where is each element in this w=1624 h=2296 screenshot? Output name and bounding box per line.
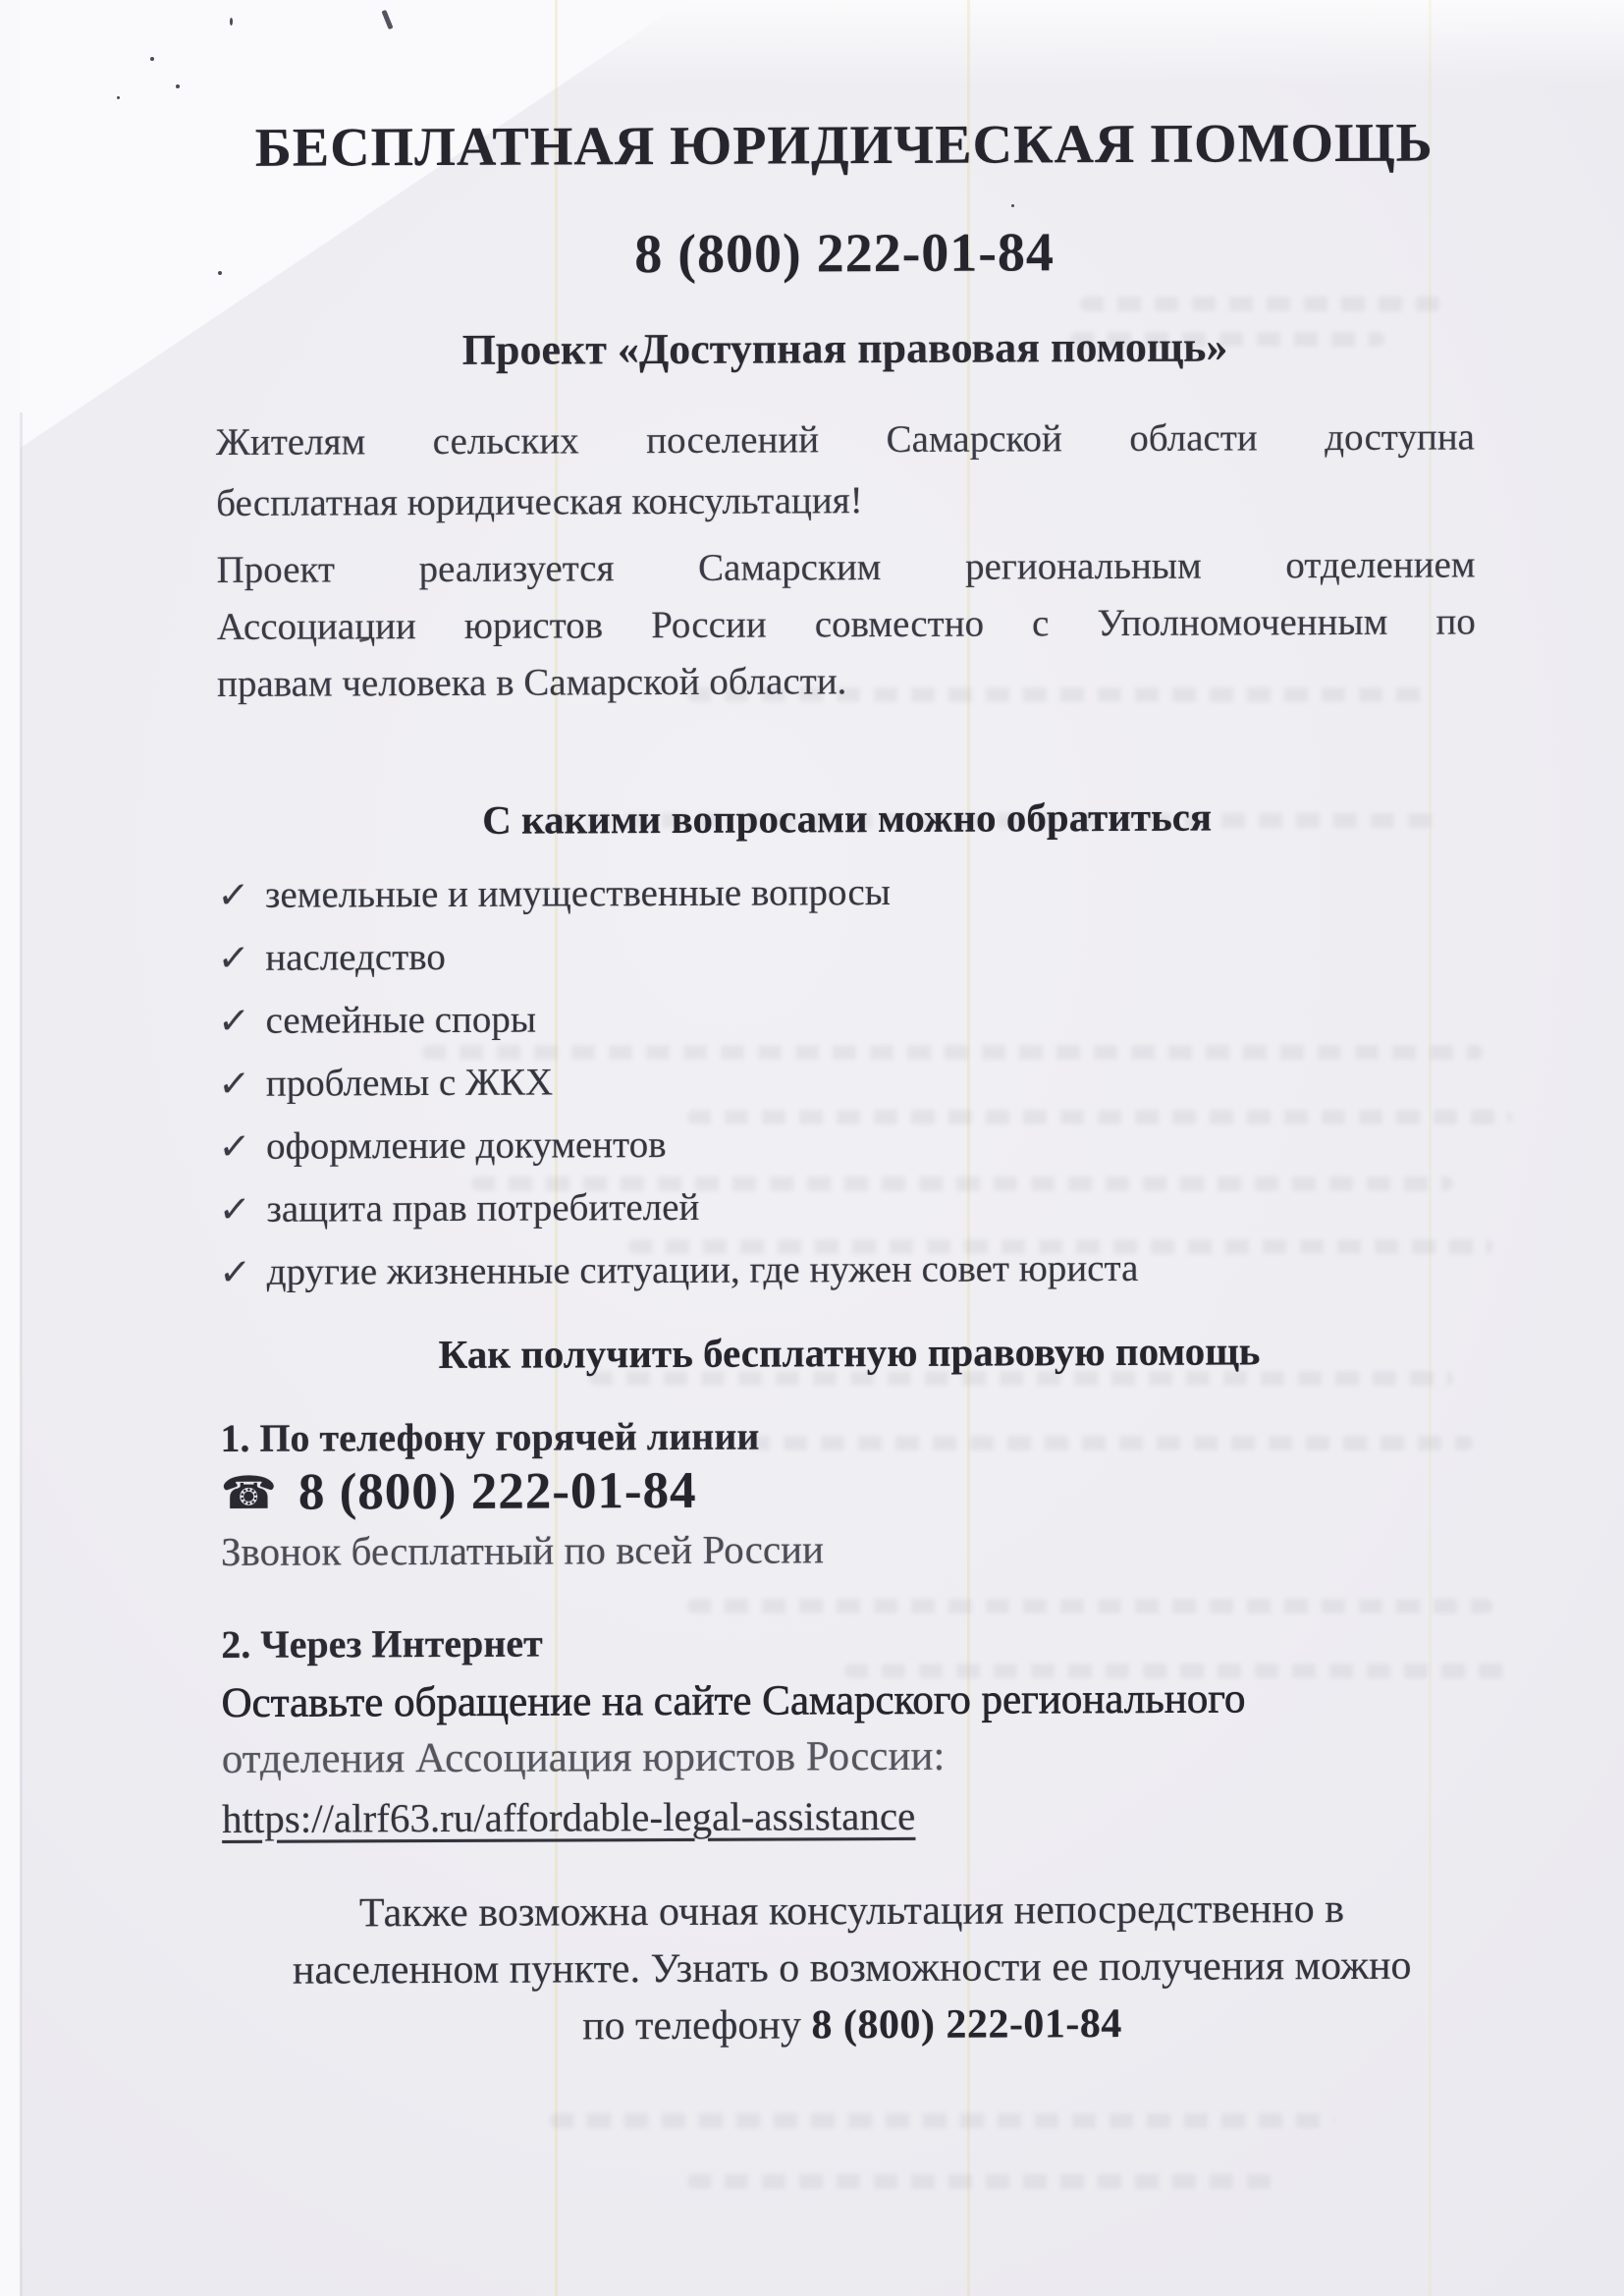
paragraph-line: Ассоциации юристов России совместно с Уполномоченным по [216,600,1476,648]
checkmark-icon: ✓ [216,1124,252,1168]
bleed-through-line [687,2174,1276,2189]
scan-left-edge [0,0,20,2296]
checklist-item-label: земельные и имущественные вопросы [264,871,892,916]
bleed-through-line [550,2113,1335,2128]
checklist-item-label: защита прав потребителей [266,1185,700,1230]
paragraph-line: бесплатная юридическая консультация! [216,479,863,524]
partners-paragraph [216,536,1476,713]
checkmark-icon: ✓ [216,1062,252,1105]
checklist-item [215,858,1477,927]
ink-speck [117,96,120,99]
paragraph-line: правам человека в Самарской области. [216,660,847,705]
step2-line2: отделения Ассоциация юристов России: [221,1732,946,1782]
step1-title: 1. По телефону горячей линии [220,1413,760,1460]
paragraph-line: Проект реализуется Самарским региональным отделением [216,543,1476,591]
checklist-item-label: оформление документов [266,1123,667,1168]
step2-title: 2. Через Интернет [221,1620,543,1667]
closing-phone: 8 (800) 222-01-84 [811,2000,1122,2049]
ink-speck [150,57,154,61]
checklist-item-label: наследство [265,935,446,979]
project-subtitle: Проект «Доступная правовая помощь» [461,322,1228,374]
checklist-item [216,1110,1478,1178]
checklist-item-label: проблемы с ЖКХ [265,1061,554,1105]
checkmark-icon: ✓ [217,1250,252,1293]
checkmark-icon: ✓ [217,1187,252,1230]
checklist-item-label: другие жизненные ситуации, где нужен совет юриста [266,1246,1139,1293]
ink-speck [176,84,180,88]
checkmark-icon: ✓ [216,999,251,1042]
phone-icon: ☎ [220,1465,278,1519]
questions-heading: С какими вопросами можно обратиться [482,793,1213,843]
flyer-title [214,88,1474,310]
flyer-title-line: БЕСПЛАТНАЯ ЮРИДИЧЕСКАЯ ПОМОЩЬ [254,112,1434,179]
checklist-item [218,921,1477,990]
hotline-phone-row [221,1457,1480,1522]
checklist-item [216,1047,1478,1116]
scan-left-edge-line [20,412,23,2296]
closing-line [223,1994,1482,2056]
checklist-item [217,1235,1479,1304]
questions-checklist [215,858,1479,1304]
closing-line: Также возможна очная консультация непосредственно в [358,1886,1345,1937]
closing-note [222,1880,1482,2056]
step2-line1: Оставьте обращение на сайте Самарского регионального [221,1675,1246,1726]
checklist-item-label: семейные споры [265,998,537,1042]
closing-phone-prefix: по телефону [582,2002,812,2050]
checkmark-icon: ✓ [216,936,251,980]
closing-line: населенном пункте. Узнать о возможности ее получения можно [292,1942,1412,1994]
hotline-number: 8 (800) 222-01-84 [298,1461,697,1521]
paragraph-line: Жителям сельских поселений Самарской области доступна [215,415,1476,464]
howto-heading: Как получить бесплатную правовую помощь [438,1328,1261,1378]
intro-paragraph [216,407,1476,534]
checklist-item [218,984,1477,1053]
site-link[interactable]: https://alrf63.ru/affordable-legal-assistance [221,1792,916,1841]
checklist-item [219,1173,1478,1241]
flyer-title-phone: 8 (800) 222-01-84 [634,222,1056,286]
checkmark-icon: ✓ [215,873,251,917]
hotline-note: Звонок бесплатный по всей России [220,1526,825,1574]
flyer-content [214,0,1482,2056]
